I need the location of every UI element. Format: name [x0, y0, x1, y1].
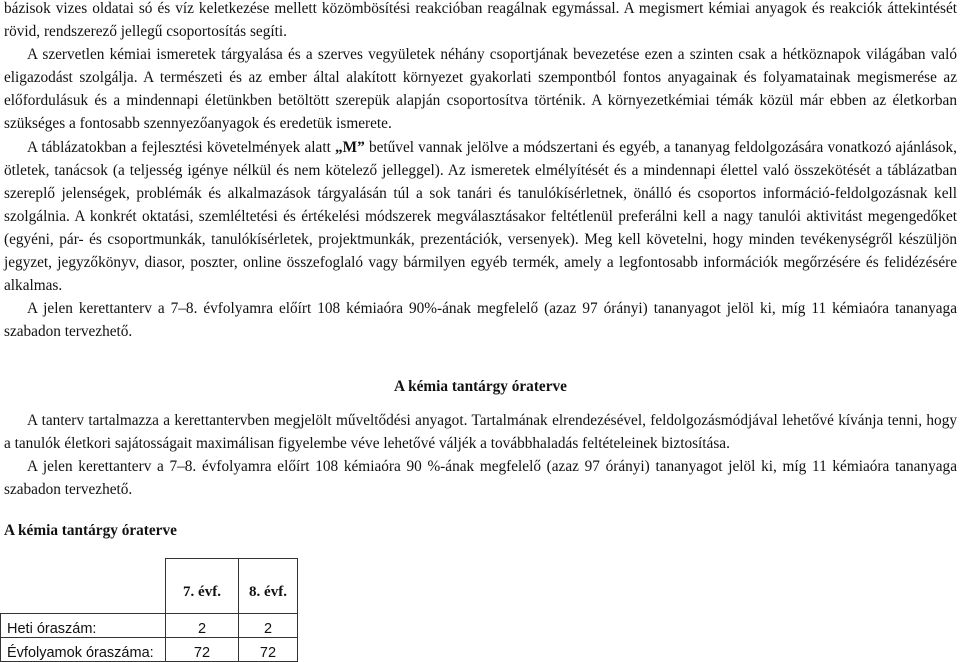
section-title: A kémia tantárgy óraterve	[394, 378, 567, 396]
table-row	[1, 637, 298, 661]
document-page	[4, 0, 957, 662]
paragraph-intro-end: bázisok vizes oldatai só és víz keletkezése mellett közömbösítési reakcióban reagálnak egymással. A megismert kémiai anyagok és reakciók áttekintését rövid, rendszerező jellegű csoportosítás segíti.	[4, 0, 957, 41]
paragraph-tables-note-start: A táblázatokban a fejlesztési követelmények alatt	[27, 138, 336, 156]
table-corner-cell	[1, 558, 166, 613]
table-row	[1, 613, 298, 637]
paragraph-inorganic: A szervetlen kémiai ismeretek tárgyalása és a szerves vegyületek néhány csoportjának bevezetése ezen a szinten csak a hétköznapok világában való eligazodást szolgálja. A természeti és az ember által alakított környezet gyakorlati szempontból fontos anyagainak és folyamatainak megismerése az előfordulásuk és a mindennapi életünkben betöltött szerepük alapján csoportosítva történik. A környezetkémiai témák közül már ebben az életkorban szükséges a fontosabb szennyezőanyagok és eredetük ismerete.	[4, 46, 957, 133]
paragraph-hours-note: A jelen kerettanterv a 7–8. évfolyamra előírt 108 kémiaóra 90%-ának megfelelő (azaz 97 órányi) tananyagot jelöl ki, míg 11 kémiaóra tananyaga szabadon tervezhető.	[4, 300, 957, 341]
table-header-row	[1, 558, 298, 613]
table-title: A kémia tantárgy óraterve	[4, 521, 177, 539]
paragraph-curriculum: A tanterv tartalmazza a kerettantervben megjelölt műveltődési anyagot. Tartalmának elrendezésével, feldolgozásmódjával lehetővé kívánja tenni, hogy a tanulók életkori sajátosságait maximálisan figyelembe véve lehetővé váljék a továbbhaladás feltételeinek biztosítása.	[4, 411, 957, 452]
spacer	[4, 399, 957, 409]
header-grade-7: 7. évf.	[166, 558, 239, 613]
cell-yearly-7: 72	[166, 637, 239, 661]
spacer	[4, 343, 957, 375]
paragraph-tables-note	[4, 136, 957, 298]
header-grade-8: 8. évf.	[239, 558, 298, 613]
hours-table	[0, 558, 298, 662]
cell-yearly-8: 72	[239, 637, 298, 661]
paragraph-tables-note-rest: betűvel vannak jelölve a módszertani és egyéb, a tananyag feldolgozására vonatkozó ajánlások, ötletek, tanácsok (a teljesség igénye nélkül és nem kötelező jelleggel). Az ismeretek elmélyítését és a mindennapi élettel való összekötését a táblázatban szereplő jelenségek, problémák és alkalmazások tárgyalásán túl a sok tanári és tanulókísérletnek, önálló és csoportos információ-feldolgozásnak kell szolgálnia. A konkrét oktatási, szemléltetési és értékelési módszerek megválasztásakor feltétlenül preferálni kell a nagy tanulói aktivitást megengedőket (egyéni, pár- és csoportmunkák, tanulókísérletek, projektmunkák, prezentációk, versenyek). Meg kell követelni, hogy minden tevékenységről készüljön jegyzet, jegyzőkönyv, diasor, poszter, online összefoglaló vagy bármilyen egyéb termék, amely a legfontosabb információk megőrzésére és felidézésére alkalmas.	[4, 138, 957, 295]
cell-weekly-8: 2	[239, 613, 298, 637]
spacer	[4, 542, 957, 558]
row-label-yearly: Évfolyamok óraszáma:	[1, 637, 166, 661]
spacer	[4, 501, 957, 519]
m-marker: „M”	[335, 138, 365, 156]
cell-weekly-7: 2	[166, 613, 239, 637]
paragraph-hours-repeat: A jelen kerettanterv a 7–8. évfolyamra előírt 108 kémiaóra 90 %-ának megfelelő (azaz 97 órányi) tananyagot jelöl ki, míg 11 kémiaóra tananyaga szabadon tervezhető.	[4, 457, 957, 498]
row-label-weekly: Heti óraszám:	[1, 613, 166, 637]
